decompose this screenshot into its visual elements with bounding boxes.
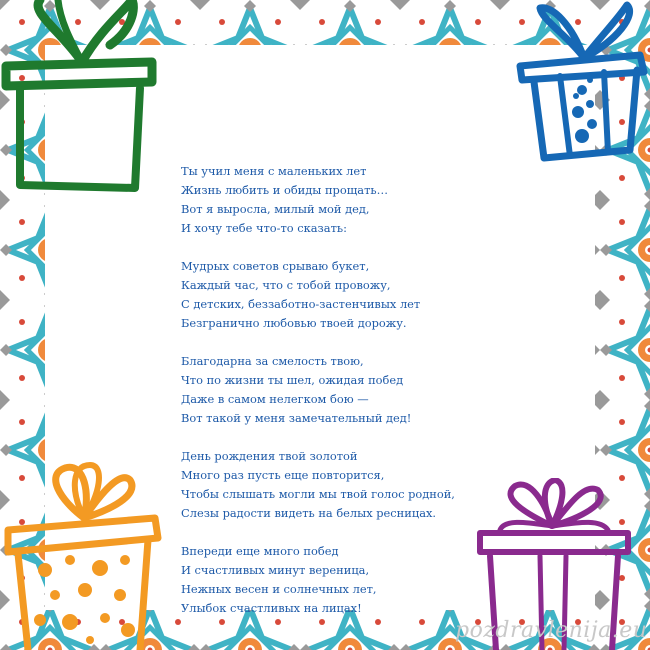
poem-line: Жизнь любить и обиды прощать…: [181, 183, 388, 197]
poem-line: Впереди еще много побед: [181, 544, 339, 558]
poem-line: Улыбок счастливых на лицах!: [181, 601, 362, 615]
poem-line: Безгранично любовью твоей дорожу.: [181, 316, 407, 330]
poem-stanza: [181, 162, 521, 238]
poem-line: Нежных весен и солнечных лет,: [181, 582, 377, 596]
poem-line: Много раз пусть еще повторится,: [181, 468, 385, 482]
poem-stanza: [181, 352, 521, 428]
poem-line: И хочу тебе что-то сказать:: [181, 221, 347, 235]
orange-gift-icon: [0, 460, 168, 650]
site-watermark: pozdravlenija.eu: [455, 618, 648, 643]
poem-stanza: [181, 257, 521, 333]
poem-line: Ты учил меня с маленьких лет: [181, 164, 367, 178]
poem-line: Даже в самом нелегком бою —: [181, 392, 369, 406]
poem-line: Каждый час, что с тобой провожу,: [181, 278, 391, 292]
poem-line: Чтобы слышать могли мы твой голос родной,: [181, 487, 455, 501]
poem-line: Вот я выросла, милый мой дед,: [181, 202, 370, 216]
poem-line: Мудрых советов срываю букет,: [181, 259, 370, 273]
poem-line: Что по жизни ты шел, ожидая побед: [181, 373, 404, 387]
poem-line: День рождения твой золотой: [181, 449, 358, 463]
poem-line: Вот такой у меня замечательный дед!: [181, 411, 412, 425]
poem-line: И счастливых минут вереница,: [181, 563, 370, 577]
green-gift-icon: [0, 0, 165, 195]
blue-gift-icon: [512, 0, 650, 165]
poem-line: С детских, беззаботно-застенчивых лет: [181, 297, 421, 311]
poem-line: Слезы радости видеть на белых ресницах.: [181, 506, 437, 520]
poem-line: Благодарна за смелость твою,: [181, 354, 364, 368]
